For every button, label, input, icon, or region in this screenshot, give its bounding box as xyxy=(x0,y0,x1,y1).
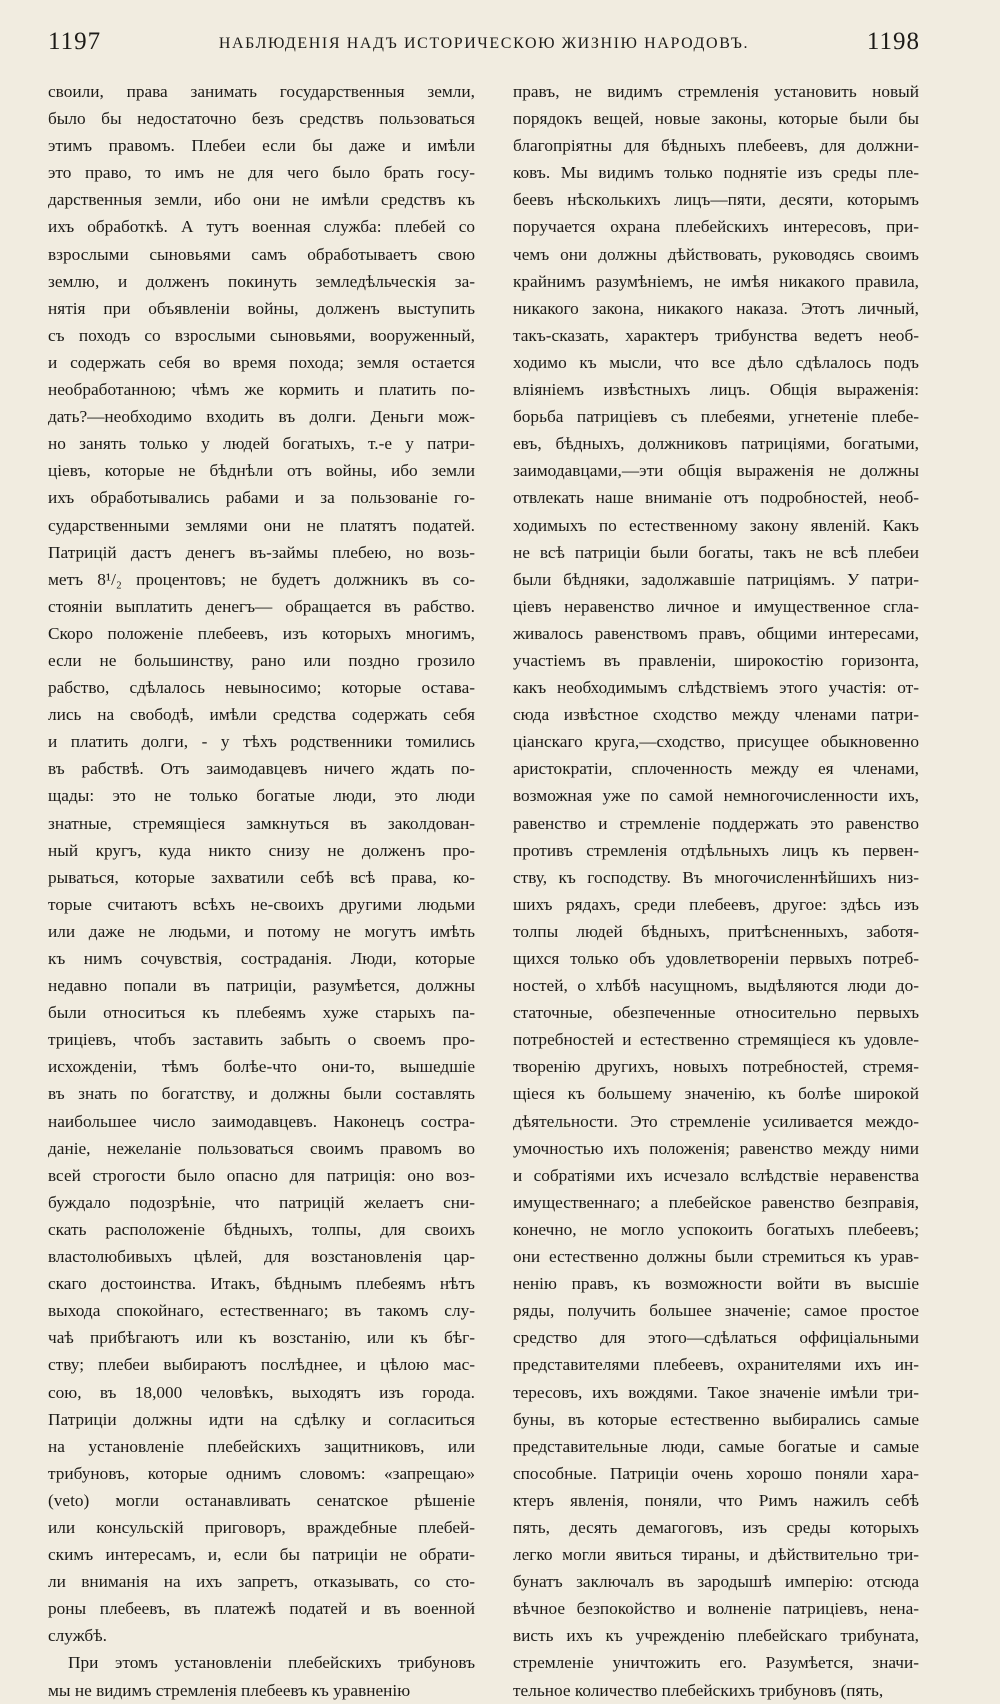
text-line: не всѣ патриціи были богаты, такъ не всѣ плебеи xyxy=(513,542,919,562)
text-line: но занять только у людей богатыхъ, т.-е у патри- xyxy=(48,434,475,454)
text-line: участіемъ въ правленіи, широкостію горизонта, xyxy=(513,650,919,670)
text-line: Патриціи должны идти на сдѣлку и согласиться xyxy=(48,1409,475,1429)
text-line: рываться, которые захватили себѣ всѣ права, ко- xyxy=(48,867,475,887)
text-line: въ рабствѣ. Отъ заимодавцевъ ничего ждать по- xyxy=(48,759,475,779)
text-line: шихъ рядахъ, среди плебеевъ, другое: здѣсь изъ xyxy=(513,894,919,914)
text-line: стремленіе уничтожить его. Разумѣется, значи- xyxy=(513,1653,919,1673)
text-line: нятія при объявленіи войны, долженъ выступить xyxy=(48,298,475,318)
text-line: легко могли явиться тираны, и дѣйствительно три- xyxy=(513,1545,919,1565)
text-line: скаго достоинства. Итакъ, бѣднымъ плебеямъ нѣтъ xyxy=(48,1274,475,1294)
text-line: ктеръ явленія, поняли, что Римъ нажилъ себѣ xyxy=(513,1490,919,1510)
text-line: ностей, о хлѣбѣ насущномъ, выдѣляются люди до- xyxy=(513,976,919,996)
text-line: даніе, нежеланіе пользоваться своимъ правомъ во xyxy=(48,1138,475,1158)
text-line: мы не видимъ стремленія плебеевъ къ уравненію xyxy=(48,1680,411,1700)
text-line: равенство и стремленіе поддержать это равенство xyxy=(513,813,919,833)
text-line: ціевъ, которые не бѣднѣли отъ войны, ибо земли xyxy=(48,461,475,481)
text-line: потребностей и естественно стремящіеся къ удовле- xyxy=(513,1030,919,1050)
text-line: было бы недостаточно безъ средствъ пользоваться xyxy=(48,109,475,129)
text-line: способные. Патриціи очень хорошо поняли хара- xyxy=(513,1463,919,1483)
text-line: роны плебеевъ, въ платежѣ податей и въ военной xyxy=(48,1599,475,1619)
text-line: заимодавцами,—эти общія выраженія не должны xyxy=(513,461,919,481)
text-line: наибольшее число заимодавцевъ. Наконецъ состра- xyxy=(48,1111,475,1131)
text-line: имущественнаго; а плебейское равенство безправія, xyxy=(513,1192,919,1212)
text-line: щады: это не только богатые люди, это люди xyxy=(48,786,475,806)
text-line: поручается охрана плебейскихъ интересовъ, при- xyxy=(513,217,919,237)
text-line: своили, права занимать государственныя земли, xyxy=(48,82,475,101)
text-line: ству; плебеи выбираютъ послѣднее, и цѣлою мас- xyxy=(48,1355,475,1375)
text-line: представительные люди, самые богатые и самые xyxy=(513,1436,919,1456)
text-line: это право, то имъ не для чего было брать госу- xyxy=(48,163,475,183)
text-column-right xyxy=(513,78,919,1700)
text-line: тересовъ, ихъ вождями. Такое значеніе имѣли три- xyxy=(513,1382,919,1402)
text-line: аристократіи, сплоченность между ея членами, xyxy=(513,759,919,779)
text-line: ству, къ господству. Въ многочисленнѣйшихъ низ- xyxy=(513,867,919,887)
text-line: вліяніемъ извѣстныхъ лицъ. Общія выраженія: xyxy=(513,380,919,400)
text-line: службѣ. xyxy=(48,1626,107,1646)
text-line: статочные, обезпеченные относительно первыхъ xyxy=(513,1003,919,1023)
text-line: недавно попали въ патриціи, разумѣется, должны xyxy=(48,976,475,996)
text-line: представителями плебеевъ, охранителями ихъ ин- xyxy=(513,1355,919,1375)
text-line: чаѣ прибѣгаютъ или къ возстанію, или къ бѣг- xyxy=(48,1328,475,1348)
text-line: знатные, стремящіеся замкнуться въ заколдован- xyxy=(48,813,475,833)
text-line: Патрицій дастъ денегъ въ-займы плебею, но возь- xyxy=(48,542,475,562)
text-line: или даже не людьми, и потому не могутъ имѣть xyxy=(48,921,475,941)
text-line: правъ, не видимъ стремленія установить новый xyxy=(513,82,919,101)
page-number-left: 1197 xyxy=(48,28,102,55)
text-line: ходимыхъ по естественному закону явленій. Какъ xyxy=(513,515,919,535)
text-line: метъ 8¹/₂ процентовъ; не будетъ должникъ въ со- xyxy=(48,569,475,589)
text-line: властолюбивыхъ цѣлей, для возстановленія цар- xyxy=(48,1247,475,1267)
text-line: живалось равенствомъ правъ, общими интересами, xyxy=(513,623,919,643)
text-line: сударственными землями они не платятъ податей. xyxy=(48,515,475,535)
text-line: какъ необходимымъ слѣдствіемъ этого участія: от- xyxy=(513,678,919,698)
text-line: рабство, сдѣлалось невыносимо; которые остава- xyxy=(48,678,475,698)
text-line: ціанскаго круга,—сходство, присущее обыкновенно xyxy=(513,732,919,752)
text-line: буждало подозрѣніе, что патрицій желаетъ сни- xyxy=(48,1192,475,1212)
text-line: къ нимъ сочувствія, состраданія. Люди, которые xyxy=(48,949,475,968)
text-line: висть ихъ къ учрежденію плебейскаго трибуната, xyxy=(513,1626,919,1646)
text-line: тельное количество плебейскихъ трибуновъ (пять, xyxy=(513,1680,884,1700)
page-header xyxy=(48,28,920,68)
text-line: сою, въ 18,000 человѣкъ, выходятъ изъ города. xyxy=(48,1382,475,1402)
text-line: и содержать себя во время похода; земля остается xyxy=(48,352,475,372)
text-line: возможная уже по самой немногочисленности ихъ, xyxy=(513,786,919,806)
text-line: лись на свободѣ, имѣли средства содержать себя xyxy=(48,705,475,725)
text-line: ціевъ неравенство личное и имущественное сгла- xyxy=(513,596,919,616)
text-line: ихъ обработкѣ. А тутъ военная служба: плебей со xyxy=(48,217,475,237)
text-column-left xyxy=(48,78,475,1700)
text-line: были бѣдняки, задолжавшіе патриціямъ. У патри- xyxy=(513,569,919,589)
text-line: бунатъ заключалъ въ зародышѣ имперію: отсюда xyxy=(513,1572,919,1592)
text-line: ный кругъ, куда никто снизу не долженъ про- xyxy=(48,840,475,860)
text-line: отвлекать наше вниманіе отъ подробностей, необ- xyxy=(513,488,919,508)
text-line: такъ-сказать, характеръ трибунства ведетъ необ- xyxy=(513,325,919,345)
text-line: крайнимъ разумѣніемъ, не имѣя никакого правила, xyxy=(513,271,919,291)
text-line: сюда извѣстное сходство между членами патри- xyxy=(513,705,919,725)
text-line: съ походъ со взрослыми сыновьями, вооруженный, xyxy=(48,325,475,345)
text-line: евъ, бѣдныхъ, должниковъ патриціями, богатыми, xyxy=(513,434,919,454)
text-line: Скоро положеніе плебеевъ, изъ которыхъ многимъ, xyxy=(48,623,475,643)
text-line: беевъ нѣсколькихъ лицъ—пяти, десяти, которымъ xyxy=(513,190,919,210)
text-line: всей строгости было опасно для патриція: оно воз- xyxy=(48,1165,475,1185)
text-line: пять, десять демагоговъ, изъ среды которыхъ xyxy=(513,1517,919,1537)
text-line: скать расположеніе бѣдныхъ, толпы, для своихъ xyxy=(48,1219,475,1239)
text-line: если не большинству, рано или поздно грозило xyxy=(48,650,475,670)
text-line: умочностью ихъ положенія; равенство между ними xyxy=(513,1138,919,1158)
text-line: ихъ обработывались рабами и за пользованіе го- xyxy=(48,488,475,508)
running-title: НАБЛЮДЕНІЯ НАДЪ ИСТОРИЧЕСКОЮ ЖИЗНІЮ НАРОДОВЪ. xyxy=(218,35,750,52)
text-line: трибуновъ, которые однимъ словомъ: «запрещаю» xyxy=(48,1463,475,1483)
text-line: ряды, получить большее значеніе; самое простое xyxy=(513,1301,919,1321)
text-line: буны, въ которые естественно выбирались самые xyxy=(513,1409,919,1429)
text-line: чемъ они должны дѣйствовать, руководясь своимъ xyxy=(513,244,919,264)
text-line: борьба патриціевъ съ плебеями, угнетеніе плебе- xyxy=(513,407,919,427)
text-line: порядокъ вещей, новые законы, которые были бы xyxy=(513,109,919,129)
text-line: ковъ. Мы видимъ только поднятіе изъ среды пле- xyxy=(513,163,919,183)
text-line: творенію другихъ, новыхъ потребностей, стремя- xyxy=(513,1057,919,1077)
text-line: стояніи выплатить денегъ— обращается въ рабство. xyxy=(48,596,475,616)
text-line: противъ стремленія отдѣльныхъ лицъ къ первен- xyxy=(513,840,919,860)
text-line: ходимо къ мысли, что все дѣло сдѣлалось подъ xyxy=(513,352,919,372)
text-line: щіеся къ большему значенію, къ болѣе широкой xyxy=(513,1084,919,1104)
text-line: необработанною; чѣмъ же кормить и платить по- xyxy=(48,380,475,400)
text-line: щихся только объ удовлетвореніи первыхъ потреб- xyxy=(513,949,919,968)
text-line: При этомъ установленіи плебейскихъ трибуновъ xyxy=(68,1653,475,1673)
text-line: (veto) могли останавливать сенатское рѣшеніе xyxy=(48,1490,475,1510)
page-number-right: 1198 xyxy=(866,28,920,55)
text-line: они естественно должны были стремиться къ урав- xyxy=(513,1247,919,1267)
text-line: и платить долги, - у тѣхъ родственники томились xyxy=(48,732,475,752)
text-line: толпы людей бѣдныхъ, притѣсненныхъ, заботя- xyxy=(513,921,919,941)
text-line: дать?—необходимо входить въ долги. Деньги мож- xyxy=(48,407,475,427)
text-line: ли вниманія на ихъ запретъ, отказывать, со сто- xyxy=(48,1572,475,1592)
text-line: дѣятельности. Это стремленіе усиливается междо- xyxy=(513,1111,919,1131)
text-line: въ знать по богатству, и должны были составлять xyxy=(48,1084,475,1104)
text-line: землю, и долженъ покинуть земледѣльческія за- xyxy=(48,271,475,291)
text-line: и собратіями ихъ исчезало вслѣдствіе неравенства xyxy=(513,1165,919,1185)
text-line: скимъ интересамъ, и, если бы патриціи не обрати- xyxy=(48,1545,475,1565)
text-line: исхожденіи, тѣмъ болѣе-что они-то, вышедшіе xyxy=(48,1057,475,1077)
text-line: триціевъ, чтобъ заставить забыть о своемъ про- xyxy=(48,1030,475,1050)
text-line: благопріятны для бѣдныхъ плебеевъ, для должни- xyxy=(513,136,919,156)
text-line: на установленіе плебейскихъ защитниковъ, или xyxy=(48,1436,475,1456)
text-line: ненію правъ, къ возможности войти въ высшіе xyxy=(513,1274,919,1294)
text-line: конечно, не могло успокоить богатыхъ плебеевъ; xyxy=(513,1219,919,1239)
text-line: этимъ правомъ. Плебеи если бы даже и имѣли xyxy=(48,136,475,156)
text-line: никакого закона, никакого наказа. Этотъ личный, xyxy=(513,298,919,318)
text-line: средство для этого—сдѣлаться оффиціальными xyxy=(513,1328,919,1348)
text-line: были относиться къ плебеямъ хуже старыхъ па- xyxy=(48,1003,475,1023)
text-line: вѣчное безпокойство и волненіе патриціевъ, нена- xyxy=(513,1599,919,1619)
text-line: взрослыми сыновьями самъ обработываетъ свою xyxy=(48,244,475,264)
text-line: или консульскій приговоръ, враждебные плебей- xyxy=(48,1517,475,1537)
text-line: дарственныя земли, ибо они не имѣли средствъ къ xyxy=(48,190,475,210)
text-line: торые считаютъ всѣхъ не-своихъ другими людьми xyxy=(48,894,475,914)
text-line: выхода спокойнаго, естественнаго; въ такомъ слу- xyxy=(48,1301,475,1321)
